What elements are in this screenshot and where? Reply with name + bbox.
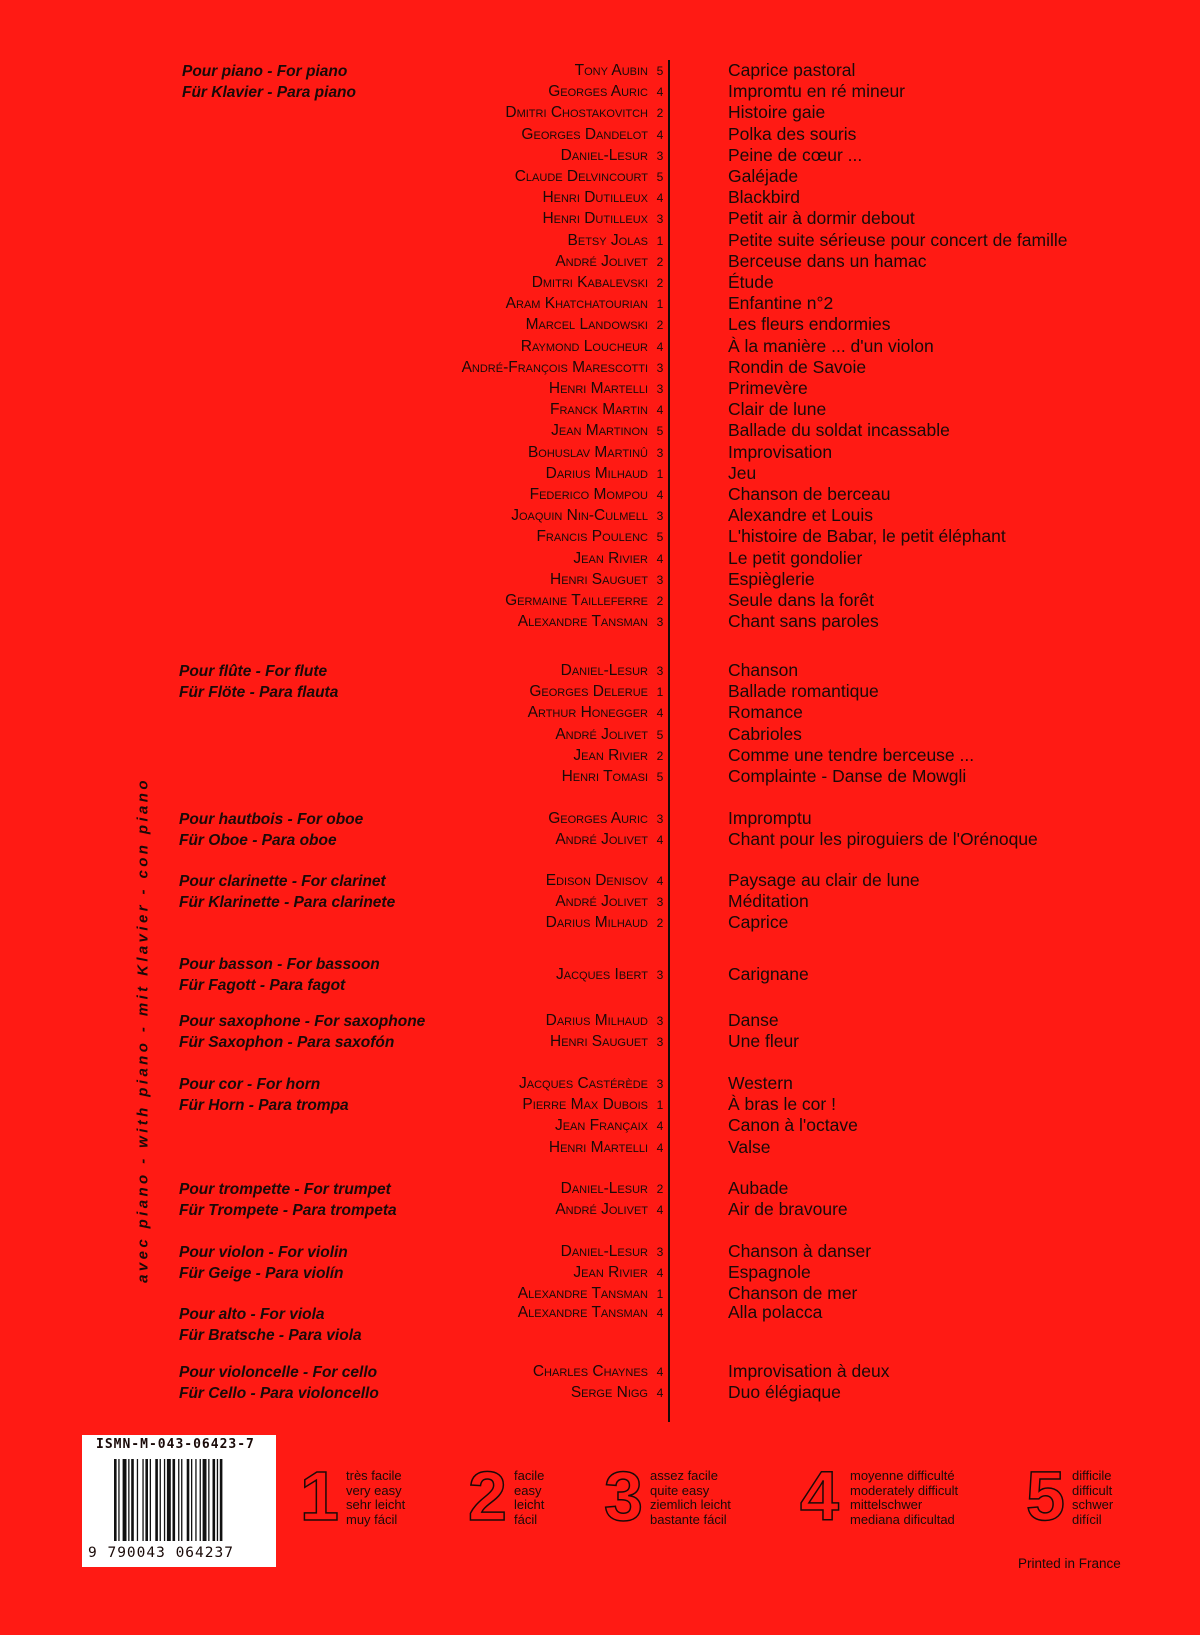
difficulty-level: 3 — [656, 664, 664, 678]
piece-title: Carignane — [728, 964, 809, 984]
piece-row — [0, 829, 1200, 850]
legend-word: mediana dificultad — [850, 1511, 955, 1527]
composer-name: Raymond Loucheur — [520, 337, 648, 355]
piece-row — [0, 702, 1200, 723]
legend-word: easy — [514, 1482, 542, 1498]
legend-word: mittelschwer — [850, 1497, 923, 1512]
legend-word: leicht — [514, 1497, 545, 1512]
difficulty-level: 4 — [656, 127, 664, 142]
difficulty-level: 4 — [656, 488, 664, 502]
difficulty-level: 4 — [656, 1365, 664, 1379]
composer-name: Henri Martelli — [548, 1138, 648, 1156]
difficulty-level: 2 — [656, 1182, 664, 1196]
piece-row — [0, 1073, 1200, 1094]
legend-number: 4 — [800, 1457, 839, 1535]
piece-row — [0, 145, 1200, 166]
legend-words — [346, 1469, 405, 1527]
piece-title: Canon à l'octave — [728, 1115, 858, 1136]
piece-row — [0, 891, 1200, 912]
piece-title: Clair de lune — [728, 399, 827, 420]
difficulty-level: 1 — [656, 1098, 664, 1113]
composer-name: André Jolivet — [555, 1201, 648, 1219]
piece-title: Impromptu — [728, 808, 812, 828]
heading-line-1: Pour alto - For viola — [179, 1306, 325, 1323]
piece-title: Danse — [728, 1010, 779, 1030]
composer-name: Edison Denisov — [545, 872, 648, 889]
composer-name: Marcel Landowski — [525, 316, 648, 334]
piece-title: Galéjade — [728, 166, 799, 186]
piece-row — [0, 1302, 1200, 1323]
composer-name: Darius Milhaud — [545, 1012, 648, 1029]
printed-note: Printed in France — [1018, 1556, 1121, 1571]
piece-title: Improvisation — [728, 441, 833, 462]
legend-number: 3 — [604, 1457, 643, 1535]
piece-row — [0, 1241, 1200, 1262]
composer-name: Dmitri Chostakovitch — [505, 104, 648, 122]
composer-name: Arthur Honegger — [527, 704, 648, 722]
legend-word: bastante fácil — [650, 1511, 727, 1527]
piece-row — [0, 1361, 1200, 1382]
difficulty-level: 3 — [656, 509, 664, 524]
difficulty-level: 2 — [656, 748, 664, 763]
piece-row — [0, 251, 1200, 272]
difficulty-level: 4 — [656, 551, 664, 566]
difficulty-level: 5 — [656, 530, 664, 545]
piece-row — [0, 964, 1200, 985]
heading-line-1: Pour saxophone - For saxophone — [179, 1013, 426, 1030]
legend-word: difficult — [1072, 1482, 1113, 1498]
difficulty-level: 3 — [656, 572, 664, 587]
heading-line-1: Pour violoncelle - For cello — [179, 1364, 378, 1381]
piece-row — [0, 1178, 1200, 1199]
difficulty-level: 2 — [656, 318, 664, 333]
piece-row — [0, 124, 1200, 145]
piece-title: Chanson — [728, 660, 799, 680]
heading-line-1: Pour trompette - For trumpet — [179, 1181, 391, 1198]
legend-word: fácil — [514, 1511, 538, 1527]
piece-title: Ballade du soldat incassable — [728, 420, 950, 441]
piece-row — [0, 870, 1200, 891]
difficulty-level: 3 — [656, 895, 664, 910]
piece-row — [0, 1199, 1200, 1220]
piece-row — [0, 378, 1200, 399]
piece-title: Espagnole — [728, 1262, 811, 1283]
composer-name: Jacques Castérède — [519, 1075, 648, 1092]
piece-title: Romance — [728, 702, 803, 723]
difficulty-level: 2 — [656, 254, 664, 269]
piece-title: Peine de cœur ... — [728, 144, 863, 165]
piece-row — [0, 745, 1200, 766]
composer-name: Henri Martelli — [548, 380, 648, 397]
composer-name: Dmitri Kabalevski — [531, 274, 648, 291]
legend-number: 1 — [300, 1457, 339, 1535]
composer-name: Jean Rivier — [573, 549, 648, 567]
difficulty-level: 1 — [656, 466, 664, 481]
piece-title: Complainte - Danse de Mowgli — [728, 766, 967, 786]
legend-words — [1072, 1469, 1113, 1527]
piece-title: Petit air à dormir debout — [728, 208, 915, 229]
piece-title: Chanson de berceau — [728, 484, 891, 504]
piece-title: Petite suite sérieuse pour concert de famille — [728, 229, 1068, 250]
barcode-box — [82, 1435, 276, 1567]
piece-row — [0, 505, 1200, 526]
difficulty-level: 5 — [656, 170, 664, 184]
piece-row — [0, 1382, 1200, 1403]
piece-title: Le petit gondolier — [728, 547, 863, 568]
piece-title: Rondin de Savoie — [728, 356, 867, 377]
heading-line-2: Für Klavier - Para piano — [182, 84, 356, 101]
composer-name: Serge Nigg — [570, 1384, 648, 1402]
difficulty-level: 4 — [656, 874, 664, 888]
heading-line-2: Für Cello - Para violoncello — [179, 1385, 379, 1402]
piece-row — [0, 1031, 1200, 1052]
piece-title: Impromtu en ré mineur — [728, 81, 906, 102]
heading-line-2: Für Geige - Para violín — [179, 1265, 344, 1282]
legend-word: difficile — [1072, 1468, 1112, 1483]
composer-name: Henri Tomasi — [561, 768, 648, 785]
heading-line-2: Für Flöte - Para flauta — [179, 684, 339, 701]
composer-name: Germaine Tailleferre — [505, 592, 648, 609]
difficulty-level: 2 — [656, 916, 664, 931]
piece-row — [0, 420, 1200, 441]
piece-title: Une fleur — [728, 1031, 800, 1052]
composer-name: Daniel-Lesur — [560, 662, 648, 679]
piece-row — [0, 548, 1200, 569]
heading-line-1: Pour clarinette - For clarinet — [179, 873, 386, 890]
piece-row — [0, 526, 1200, 547]
difficulty-level: 4 — [656, 403, 664, 418]
heading-line-1: Pour piano - For piano — [182, 63, 348, 80]
piece-row — [0, 808, 1200, 829]
difficulty-level: 3 — [656, 812, 664, 826]
piece-row — [0, 336, 1200, 357]
piece-title: Blackbird — [728, 187, 800, 208]
piece-title: Valse — [728, 1136, 771, 1157]
difficulty-level: 5 — [656, 424, 664, 439]
difficulty-level: 3 — [656, 1035, 664, 1050]
piece-row — [0, 314, 1200, 335]
composer-name: Darius Milhaud — [545, 914, 648, 932]
legend-word: schwer — [1072, 1497, 1114, 1512]
composer-name: Jacques Ibert — [556, 966, 648, 983]
piece-title: Caprice — [728, 912, 789, 933]
piece-row — [0, 208, 1200, 229]
heading-line-2: Für Bratsche - Para viola — [179, 1327, 362, 1344]
legend-word: assez facile — [650, 1468, 718, 1483]
piece-title: Western — [728, 1073, 793, 1093]
difficulty-level: 1 — [656, 1287, 664, 1302]
composer-name: Georges Delerue — [529, 683, 648, 701]
composer-name: Georges Auric — [548, 810, 648, 827]
difficulty-level: 4 — [656, 833, 664, 848]
composer-name: Georges Auric — [548, 83, 648, 101]
piece-row — [0, 230, 1200, 251]
difficulty-level: 3 — [656, 360, 664, 375]
heading-line-1: Pour hautbois - For oboe — [179, 811, 364, 828]
piece-row — [0, 187, 1200, 208]
heading-line-1: Pour flûte - For flute — [179, 663, 328, 680]
difficulty-level: 3 — [656, 1014, 664, 1028]
piece-row — [0, 912, 1200, 933]
heading-line-2: Für Fagott - Para fagot — [179, 977, 346, 994]
difficulty-level: 5 — [656, 727, 664, 742]
legend-number: 5 — [1026, 1457, 1065, 1535]
piece-title: Chanson à danser — [728, 1241, 872, 1261]
composer-name: Franck Martin — [550, 401, 648, 419]
piece-title: Les fleurs endormies — [728, 314, 891, 335]
piece-title: Primevère — [728, 378, 808, 398]
composer-name: Henri Dutilleux — [542, 210, 648, 228]
difficulty-level: 4 — [656, 1386, 664, 1401]
piece-title: Paysage au clair de lune — [728, 870, 920, 890]
composer-name: Daniel-Lesur — [560, 1180, 648, 1197]
composer-name: Jean Martinon — [551, 422, 648, 440]
legend-word: ziemlich leicht — [650, 1497, 731, 1512]
difficulty-level: 1 — [656, 233, 664, 248]
difficulty-level: 2 — [656, 276, 664, 290]
piece-row — [0, 484, 1200, 505]
heading-line-2: Für Trompete - Para trompeta — [179, 1202, 397, 1219]
piece-title: Enfantine n°2 — [728, 293, 834, 314]
legend-word: quite easy — [650, 1482, 710, 1498]
composer-name: Alexandre Tansman — [517, 1285, 648, 1303]
difficulty-level: 5 — [656, 64, 664, 78]
difficulty-level: 4 — [656, 1119, 664, 1134]
composer-name: Alexandre Tansman — [517, 613, 648, 631]
composer-name: Daniel-Lesur — [560, 1243, 648, 1260]
piece-row — [0, 102, 1200, 123]
piece-title: Chant pour les piroguiers de l'Orénoque — [728, 829, 1038, 850]
composer-name: Alexandre Tansman — [517, 1304, 648, 1321]
heading-line-2: Für Oboe - Para oboe — [179, 832, 337, 849]
heading-line-1: Pour violon - For violin — [179, 1244, 348, 1261]
difficulty-level: 3 — [656, 212, 664, 227]
difficulty-level: 3 — [656, 615, 664, 630]
barcode-icon — [114, 1459, 262, 1541]
piece-row — [0, 660, 1200, 681]
composer-name: André Jolivet — [555, 252, 648, 270]
piece-title: Espièglerie — [728, 568, 815, 589]
heading-line-2: Für Saxophon - Para saxofón — [179, 1034, 395, 1051]
composer-name: André-François Marescotti — [461, 358, 648, 376]
composer-name: Charles Chaynes — [532, 1363, 648, 1380]
side-caption-text: avec piano - with piano - mit Klavier - con piano — [134, 777, 152, 1283]
heading-line-2: Für Klarinette - Para clarinete — [179, 894, 396, 911]
legend-words — [514, 1469, 544, 1527]
piece-title: Ballade romantique — [728, 681, 879, 702]
piece-title: À la manière ... d'un violon — [728, 335, 934, 356]
piece-row — [0, 611, 1200, 632]
piece-title: Duo élégiaque — [728, 1382, 841, 1403]
difficulty-level: 3 — [656, 1077, 664, 1091]
piece-title: Méditation — [728, 891, 809, 912]
piece-title: Jeu — [728, 462, 757, 483]
difficulty-level: 3 — [656, 1245, 664, 1259]
piece-title: Histoire gaie — [728, 102, 826, 123]
difficulty-level: 4 — [656, 706, 664, 721]
piece-title: Alexandre et Louis — [728, 505, 873, 526]
difficulty-level: 5 — [656, 770, 664, 784]
piece-row — [0, 766, 1200, 787]
legend-word: facile — [514, 1468, 545, 1483]
difficulty-level: 2 — [656, 594, 664, 608]
piece-title: Caprice pastoral — [728, 60, 856, 80]
composer-name: Pierre Max Dubois — [522, 1096, 648, 1114]
difficulty-level: 4 — [656, 1140, 664, 1155]
piece-title: L'histoire de Babar, le petit éléphant — [728, 526, 1006, 547]
piece-row — [0, 399, 1200, 420]
composer-name: André Jolivet — [555, 893, 648, 911]
piece-title: Berceuse dans un hamac — [728, 250, 927, 271]
piece-title: Polka des souris — [728, 123, 857, 144]
piece-row — [0, 1137, 1200, 1158]
barcode-number: 9 790043 064237 — [88, 1545, 234, 1561]
heading-line-1: Pour basson - For bassoon — [179, 956, 380, 973]
legend-words — [850, 1469, 958, 1527]
legend-word: difícil — [1072, 1511, 1102, 1527]
composer-name: Tony Aubin — [574, 62, 648, 79]
legend-word: sehr leicht — [346, 1497, 406, 1512]
composer-name: Jean Rivier — [573, 746, 648, 764]
piece-title: Chant sans paroles — [728, 611, 879, 632]
piece-row — [0, 442, 1200, 463]
difficulty-level: 1 — [656, 685, 664, 700]
composer-name: Joaquin Nin-Culmell — [511, 507, 648, 525]
piece-row — [0, 1115, 1200, 1136]
piece-title: Chanson de mer — [728, 1283, 858, 1304]
piece-row — [0, 357, 1200, 378]
difficulty-level: 2 — [656, 106, 664, 121]
piece-row — [0, 81, 1200, 102]
composer-name: Jean Rivier — [573, 1264, 648, 1282]
composer-name: Darius Milhaud — [545, 464, 648, 482]
difficulty-level: 4 — [656, 1306, 664, 1320]
legend-word: moderately difficult — [850, 1482, 959, 1498]
composer-name: Federico Mompou — [529, 486, 648, 503]
legend-word: très facile — [346, 1468, 402, 1483]
difficulty-level: 4 — [656, 85, 664, 100]
difficulty-level: 1 — [656, 297, 664, 312]
legend-words — [650, 1469, 731, 1527]
difficulty-level: 3 — [656, 148, 664, 163]
legend-word: very easy — [346, 1482, 402, 1498]
legend-number: 2 — [468, 1457, 507, 1535]
piece-title: Alla polacca — [728, 1302, 823, 1322]
heading-line-2: Für Horn - Para trompa — [179, 1097, 349, 1114]
composer-name: Francis Poulenc — [536, 528, 648, 546]
piece-row — [0, 1262, 1200, 1283]
composer-name: Henri Dutilleux — [542, 189, 648, 207]
piece-title: Étude — [728, 272, 774, 292]
difficulty-level: 3 — [656, 382, 664, 396]
piece-row — [0, 272, 1200, 293]
piece-title: Improvisation à deux — [728, 1361, 890, 1381]
difficulty-level: 4 — [656, 1203, 664, 1218]
piece-row — [0, 60, 1200, 81]
composer-name: Jean Françaix — [554, 1117, 648, 1135]
piece-title: Cabrioles — [728, 723, 802, 744]
difficulty-level: 4 — [656, 1266, 664, 1281]
piece-row — [0, 569, 1200, 590]
piece-row — [0, 1094, 1200, 1115]
difficulty-level: 4 — [656, 339, 664, 354]
piece-row — [0, 681, 1200, 702]
composer-name: Aram Khatchatourian — [505, 295, 648, 313]
difficulty-level: 3 — [656, 968, 664, 982]
piece-title: Air de bravoure — [728, 1199, 848, 1220]
piece-title: Comme une tendre berceuse ... — [728, 744, 975, 765]
piece-row — [0, 293, 1200, 314]
composer-name: Betsy Jolas — [567, 231, 648, 249]
difficulty-level: 3 — [656, 445, 664, 460]
composer-name: Daniel-Lesur — [560, 146, 648, 164]
difficulty-level: 4 — [656, 191, 664, 206]
composer-name: Henri Sauguet — [550, 1033, 648, 1051]
heading-line-1: Pour cor - For horn — [179, 1076, 321, 1093]
composer-name: Claude Delvincourt — [514, 168, 648, 185]
composer-name: André Jolivet — [555, 831, 648, 849]
legend-word: muy fácil — [346, 1511, 398, 1527]
piece-title: À bras le cor ! — [728, 1094, 836, 1115]
composer-name: André Jolivet — [555, 725, 648, 743]
piece-row — [0, 463, 1200, 484]
legend-word: moyenne difficulté — [850, 1468, 955, 1483]
composer-name: Georges Dandelot — [521, 125, 648, 143]
piece-row — [0, 1010, 1200, 1031]
piece-row — [0, 590, 1200, 611]
piece-title: Aubade — [728, 1178, 789, 1198]
ismn-label: ISMN-M-043-06423-7 — [96, 1437, 255, 1452]
piece-row — [0, 724, 1200, 745]
composer-name: Henri Sauguet — [550, 570, 648, 588]
piece-row — [0, 166, 1200, 187]
piece-title: Seule dans la forêt — [728, 590, 874, 610]
composer-name: Bohuslav Martinû — [527, 443, 648, 461]
